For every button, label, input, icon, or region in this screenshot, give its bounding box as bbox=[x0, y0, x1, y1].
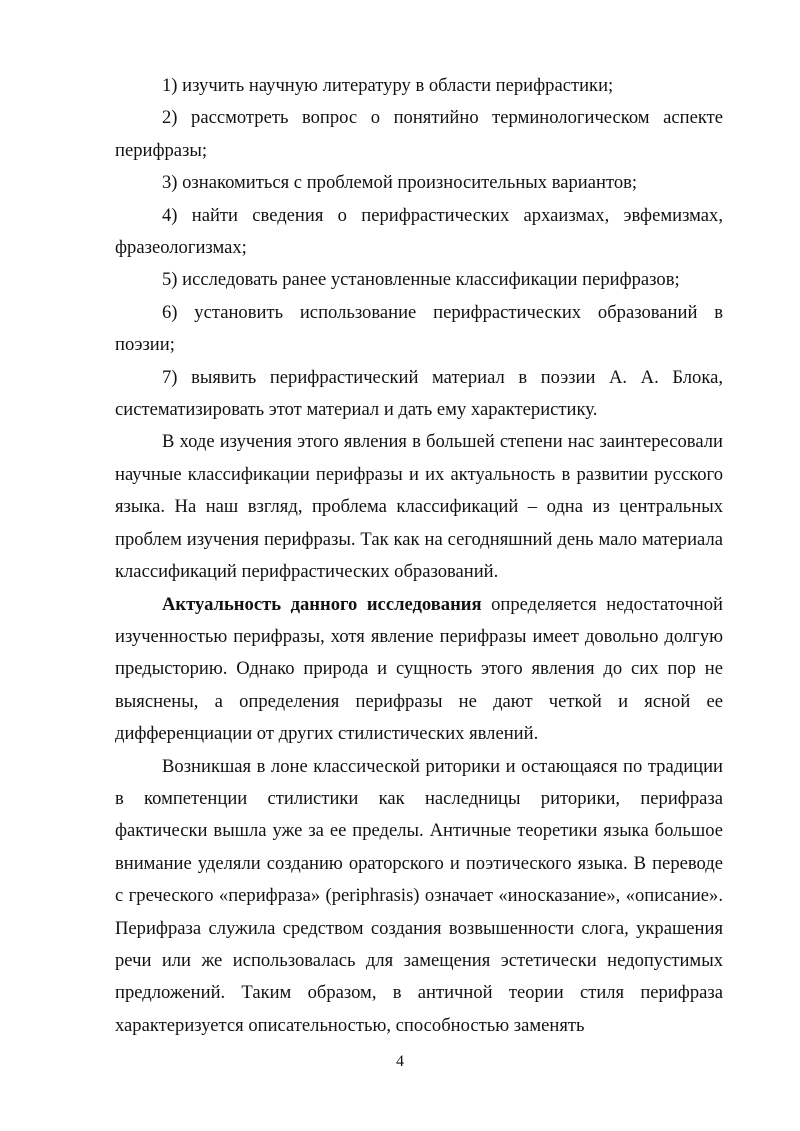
relevance-bold-lead: Актуальность данного исследования bbox=[162, 593, 482, 615]
list-item-3: 3) ознакомиться с проблемой произносительных вариантов; bbox=[162, 172, 638, 194]
list-item-7: 7) выявить перифрастический материал в поэзии А. А. Блока, систематизировать этот материал и дать ему характеристику. bbox=[115, 366, 723, 421]
paragraph-relevance bbox=[115, 589, 723, 751]
list-item-4: 4) найти сведения о перифрастических архаизмах, эвфемизмах, фразеологизмах; bbox=[115, 204, 723, 259]
body-text bbox=[115, 70, 723, 1042]
relevance-text: определяется недостаточной изученностью перифразы, хотя явление перифразы имеет довольно долгую предысторию. Однако природа и сущность этого явления до сих пор не выяснены, а определения перифразы не дают четкой и ясной ее дифференциации от других стилистических явлений. bbox=[115, 593, 723, 745]
page-number: 4 bbox=[396, 1053, 404, 1070]
list-item-2: 2) рассмотреть вопрос о понятийно терминологическом аспекте перифразы; bbox=[115, 107, 723, 161]
paragraph-classification: В ходе изучения этого явления в большей степени нас заинтересовали научные классификации перифразы и их актуальность в развитии русского языка. На наш взгляд, проблема классификаций – одна из центральных проблем изучения перифразы. Так как на сегодняшний день мало материала классификаций перифрастических образований. bbox=[115, 431, 723, 583]
paragraph-history: Возникшая в лоне классической риторики и остающаяся по традиции в компетенции стилистики как наследницы риторики, перифраза фактически вышла уже за ее пределы. Античные теоретики языка большое внимание уделяли созданию ораторского и поэтического языка. В переводе с греческого «перифраза» (periphrasis) означает «иносказание», «описание». Перифраза служила средством создания возвышенности слога, украшения речи или же использовалась для замещения эстетически недопустимых предложений. Таким образом, в античной теории стиля перифраза характеризуется описательностью, способностью заменять bbox=[115, 755, 723, 1036]
list-item-5: 5) исследовать ранее установленные классификации перифразов; bbox=[162, 269, 680, 291]
list-item-1: 1) изучить научную литературу в области перифрастики; bbox=[162, 75, 614, 96]
list-item-6: 6) установить использование перифрастических образований в поэзии; bbox=[115, 301, 723, 356]
